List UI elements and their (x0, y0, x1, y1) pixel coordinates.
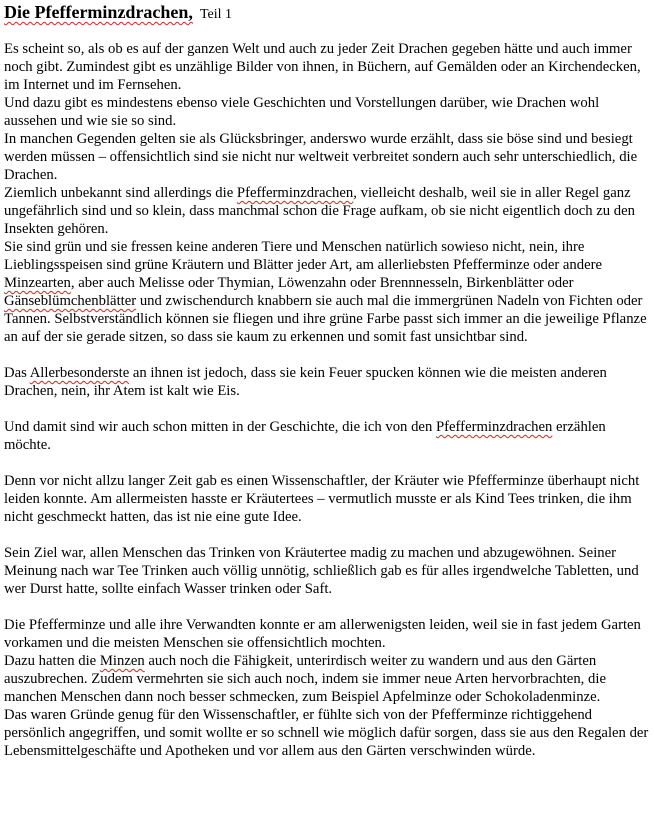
body-paragraph (4, 238, 652, 346)
body-paragraph (4, 472, 652, 526)
misspelled-word: Minzearten (4, 275, 71, 291)
text-run: und zwischendurch knabbern sie auch mal die immergrünen Nadeln von Fichten oder Tannen. Selbstverständlich können sie fliegen und ihre grüne Farbe passt sich immer an die jeweilige Pflanze an auf der sie gerade sitzen, so dass sie kaum zu erkennen und somit fast unsichtbar sind. (4, 293, 647, 345)
body-paragraph (4, 616, 652, 652)
misspelled-word: Allerbesonderste (29, 365, 130, 381)
misspelled-word: Pfefferminzdrachen (435, 419, 553, 435)
text-run: Das (4, 365, 30, 381)
body-paragraph (4, 40, 652, 94)
text-run: , vielleicht deshalb, weil sie in aller Regel ganz ungefährlich sind und so klein, dass manchmal schon die Frage aufkam, ob sie nicht eigentlich doch zu den Insekten gehören. (4, 185, 635, 237)
body-paragraph (4, 130, 652, 184)
text-run: Dazu hatten die (4, 653, 100, 669)
text-run: Denn vor nicht allzu langer Zeit gab es einen Wissenschaftler, der Kräuter wie Pfefferminze überhaupt nicht leiden konnte. Am allermeisten hasste er Kräutertees – vermutlich musste er als Kind Tees trinken, die ihm nicht geschmeckt hatten, das ist nie eine gute Idee. (4, 473, 640, 525)
text-run: Sie sind grün und sie fressen keine anderen Tiere und Menschen natürlich sowieso nicht, nein, ihre Lieblingsspeisen sind grüne Kräutern und Blätter jeder Art, am allerliebsten Pfefferminze oder andere (4, 239, 603, 273)
text-run: In manchen Gegenden gelten sie als Glücksbringer, anderswo wurde erzählt, dass sie böse sind und besiegt werden müssen – offensichtlich sind sie nicht nur weltweit verbreitet sondern auch sehr unterschiedlich, die Drachen. (4, 131, 638, 183)
text-run: Und damit sind wir auch schon mitten in der Geschichte, die ich von den (4, 419, 436, 435)
text-run: Ziemlich unbekannt sind allerdings die (4, 185, 237, 201)
text-run: , aber auch Melisse oder Thymian, Löwenzahn oder Brennnesseln, Birkenblätter oder (70, 275, 574, 291)
document-body (4, 40, 652, 760)
misspelled-word: Pfefferminzdrachen (236, 185, 354, 201)
title-main: Die Pfefferminzdrachen, (4, 2, 193, 22)
text-run: Es scheint so, als ob es auf der ganzen Welt und auch zu jeder Zeit Drachen gegeben hätte und auch immer noch gibt. Zumindest gibt es unzählige Bilder von ihnen, in Büchern, auf Gemälden oder an Kirchendecken, im Internet und im Fernsehen. (4, 41, 641, 93)
document-page (4, 1, 652, 760)
body-paragraph (4, 706, 652, 760)
document-title (4, 1, 652, 23)
text-run: Sein Ziel war, allen Menschen das Trinken von Kräutertee madig zu machen und abzugewöhnen. Seiner Meinung nach war Tee Trinken auch völlig unnötig, schließlich gab es für alles irgendwelche Tabletten, und wer Durst hatte, sollte einfach Wasser trinken oder Saft. (4, 545, 639, 597)
text-run: Das waren Gründe genug für den Wissenschaftler, er fühlte sich von der Pfefferminze richtiggehend persönlich angegriffen, und somit wollte er so schnell wie möglich dafür sorgen, dass sie aus den Regalen der Lebensmittelgeschäfte und Apotheken und vor allem aus den Gärten verschwinden würde. (4, 707, 649, 759)
title-part-label: Teil 1 (199, 7, 233, 22)
body-paragraph (4, 652, 652, 706)
body-paragraph (4, 184, 652, 238)
body-paragraph (4, 94, 652, 130)
text-run: Die Pfefferminze und alle ihre Verwandten konnte er am allerwenigsten leiden, weil sie in fast jedem Garten vorkamen und die meisten Menschen sie offensichtlich mochten. (4, 617, 641, 651)
text-run: Und dazu gibt es mindestens ebenso viele Geschichten und Vorstellungen darüber, wie Drachen wohl aussehen und wie sie so sind. (4, 95, 600, 129)
text-run: auch noch die Fähigkeit, unterirdisch weiter zu wandern und aus den Gärten auszubrechen. Zudem vermehrten sie sich auch noch, indem sie immer neue Arten hervorbrachten, die manchen Menschen dann noch besser schmecken, zum Beispiel Apfelminze oder Schokoladenminze. (4, 653, 606, 705)
misspelled-word: Minzen (99, 653, 145, 669)
body-paragraph (4, 418, 652, 454)
body-paragraph (4, 364, 652, 400)
body-paragraph (4, 544, 652, 598)
text-run: erzählen möchte. (4, 419, 606, 453)
misspelled-word: Gänseblümchenblätter (4, 293, 137, 309)
text-run: an ihnen ist jedoch, dass sie kein Feuer spucken können wie die meisten anderen Drachen, nein, ihr Atem ist kalt wie Eis. (4, 365, 607, 399)
